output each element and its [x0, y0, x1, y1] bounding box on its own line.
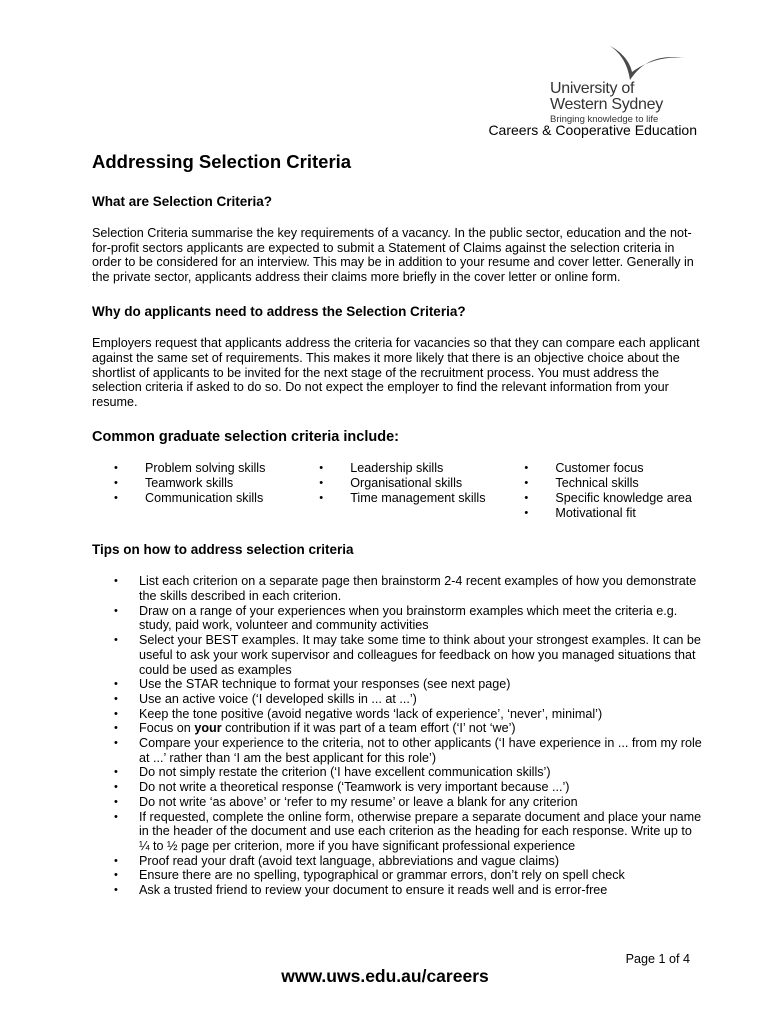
focus-text-bold: your: [194, 721, 222, 736]
criteria-column-2: [319, 461, 524, 521]
list-item: • Time management skills: [319, 491, 524, 506]
what-paragraph: Selection Criteria summarise the key requirements of a vacancy. In the public sector, education and the not-for-profit sectors applicants are expected to submit a Statement of Claims against the selection criteria in order to be considered for an interview. This may be in addition to your resume and cover letter. Generally in the private sector, applicants address their claims more briefly in the cover letter or online form.: [92, 226, 694, 284]
list-item: • Organisational skills: [319, 476, 524, 491]
page-number: Page 1 of 4: [625, 952, 690, 966]
list-item: • Compare your experience to the criteria, not to other applicants (‘I have experience in ... from my role at ...’ rather than ‘I am the best applicant for this role’): [114, 736, 702, 765]
list-item: • Do not write a theoretical response (‘Teamwork is very important because ...’): [114, 780, 702, 795]
tips-heading: Tips on how to address selection criteria: [92, 542, 354, 558]
list-item: • Leadership skills: [319, 461, 524, 476]
list-item: • Use an active voice (‘I developed skills in ... at ...’): [114, 692, 702, 707]
why-heading: Why do applicants need to address the Selection Criteria?: [92, 304, 466, 320]
list-item: • Do not simply restate the criterion (‘I have excellent communication skills’): [114, 765, 702, 780]
list-item: • If requested, complete the online form, otherwise prepare a separate document and place your name in the header of the document and use each criterion as the heading for each response. Write up to ¼ to ½ page per criterion, more if you have significant professional experience: [114, 810, 702, 854]
list-item: • Problem solving skills: [114, 461, 319, 476]
logo-tagline: Bringing knowledge to life: [550, 114, 659, 125]
list-item: • Use the STAR technique to format your responses (see next page): [114, 677, 702, 692]
website-link[interactable]: www.uws.edu.au/careers: [281, 966, 489, 986]
list-item: • Ensure there are no spelling, typographical or grammar errors, don’t rely on spell check: [114, 868, 702, 883]
university-logo: [548, 44, 688, 124]
list-item: • Specific knowledge area: [524, 491, 702, 506]
list-item: • Teamwork skills: [114, 476, 319, 491]
list-item: • Draw on a range of your experiences when you brainstorm examples which meet the criteria e.g. study, paid work, volunteer and community activities: [114, 604, 702, 633]
criteria-column-3: [524, 461, 702, 521]
list-item-focus: [114, 721, 702, 736]
list-item: • Technical skills: [524, 476, 702, 491]
document-body: [92, 150, 702, 898]
why-paragraph: Employers request that applicants address the criteria for vacancies so that they can compare each applicant against the same set of requirements. This makes it more likely that there is an objective choice about the shortlist of applicants to be invited for the next stage of the recruitment process. You must address the selection criteria if asked to do so. Do not expect the employer to find the relevant information from your resume.: [92, 336, 700, 409]
tips-list: [114, 574, 702, 897]
common-criteria-heading: Common graduate selection criteria include:: [92, 429, 399, 446]
criteria-columns: [114, 461, 702, 521]
list-item: • Ask a trusted friend to review your document to ensure it reads well and is error-free: [114, 883, 702, 898]
logo-university-line1: University of: [550, 80, 635, 97]
bird-logo-icon: [608, 44, 688, 84]
page-title: Addressing Selection Criteria: [92, 151, 352, 172]
criteria-column-1: [114, 461, 319, 521]
focus-text-after: contribution if it was part of a team effort (‘I’ not ‘we’): [221, 721, 516, 736]
department-name: Careers & Cooperative Education: [488, 122, 697, 138]
list-item: • List each criterion on a separate page then brainstorm 2-4 recent examples of how you demonstrate the skills described in each criterion.: [114, 574, 702, 603]
logo-university-line2: Western Sydney: [550, 96, 663, 113]
list-item: • Communication skills: [114, 491, 319, 506]
list-item: • Customer focus: [524, 461, 702, 476]
list-item: • Proof read your draft (avoid text language, abbreviations and vague claims): [114, 854, 702, 869]
list-item: • Motivational fit: [524, 506, 702, 521]
list-item: • Do not write ‘as above’ or ‘refer to my resume’ or leave a blank for any criterion: [114, 795, 702, 810]
focus-text-before: Focus on: [139, 721, 195, 736]
list-item: • Keep the tone positive (avoid negative words ‘lack of experience’, ‘never’, minimal’): [114, 707, 702, 722]
what-heading: What are Selection Criteria?: [92, 194, 273, 209]
list-item: • Select your BEST examples. It may take some time to think about your strongest examples. It can be useful to ask your work supervisor and colleagues for feedback on how you managed situations that could be used as examples: [114, 633, 702, 677]
